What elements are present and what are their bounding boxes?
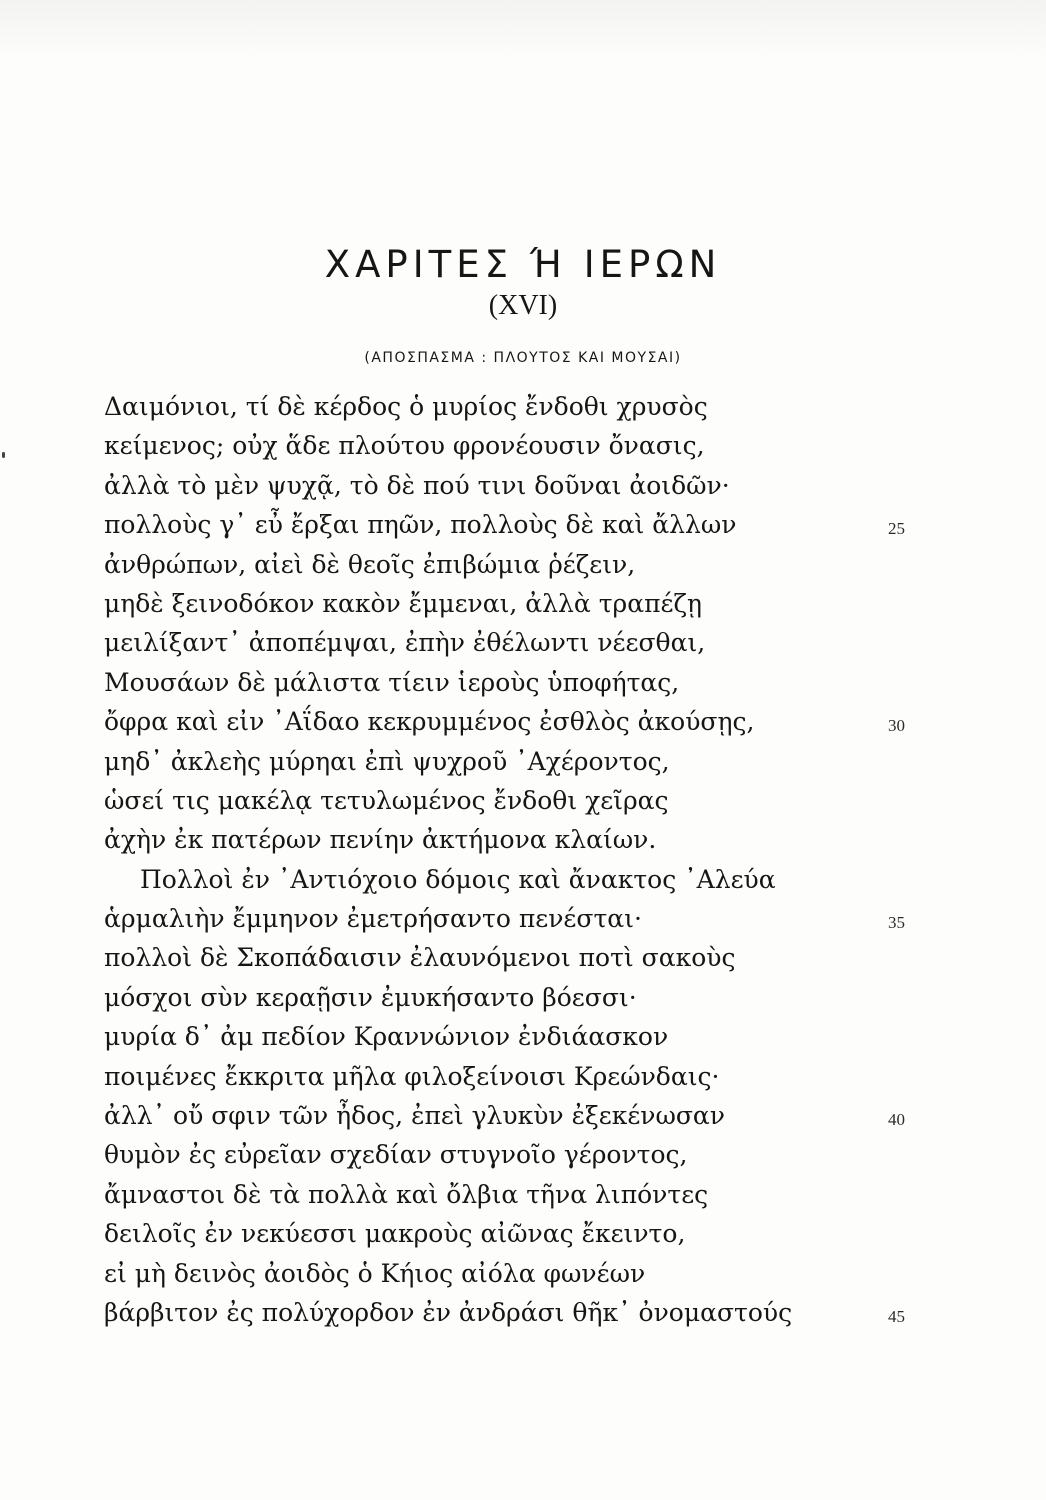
verse-text: Δαιμόνιοι, τί δὲ κέρδος ὁ μυρίος ἔνδοθι χρυσὸς: [104, 392, 708, 421]
verse-text: ποιμένες ἔκκριτα μῆλα φιλοξείνοισι Κρεώνδαις·: [104, 1061, 720, 1091]
verse-line: [104, 584, 924, 623]
verse-text: ἀλλ᾽ οὔ σφιν τῶν ἦδος, ἐπεὶ γλυκὺν ἐξεκένωσαν: [104, 1101, 726, 1131]
verse-text: δειλοῖς ἐν νεκύεσσι μακροὺς αἰῶνας ἔκειντο,: [104, 1219, 686, 1249]
verse-text: Πολλοὶ ἐν ᾿Αντιόχοιο δόμοις καὶ ἄνακτος ᾿Αλεύα: [140, 864, 776, 894]
verse-text: ἁρμαλιὴν ἔμμηνον ἐμετρήσαντο πενέσται·: [104, 904, 642, 934]
verse-line: [104, 1254, 924, 1293]
verse-line: [104, 387, 924, 426]
verse-text: πολλοὺς γ᾽ εὖ ἔρξαι πηῶν, πολλοὺς δὲ καὶ ἄλλων: [104, 510, 737, 540]
verse-text: ἀχὴν ἐκ πατέρων πενίην ἀκτήμονα κλαίων.: [104, 825, 657, 855]
verse-text: ὡσεί τις μακέλᾳ τετυλωμένος ἔνδοθι χεῖρας: [104, 785, 669, 815]
poem-subtitle: (ΑΠΟΣΠΑΣΜΑ : ΠΛΟΥΤΟΣ ΚΑΙ ΜΟΥΣΑΙ): [364, 350, 682, 366]
verse-text: ἄμναστοι δὲ τὰ πολλὰ καὶ ὄλβια τῆνα λιπόντες: [104, 1179, 709, 1209]
verse-text: μηδ᾽ ἀκλεὴς μύρηαι ἐπὶ ψυχροῦ ᾿Αχέροντος,: [104, 746, 670, 776]
verse-line: [104, 860, 924, 899]
verse-line: [104, 820, 924, 859]
verse-text: εἰ μὴ δεινὸς ἀοιδὸς ὁ Κήιος αἰόλα φωνέων: [104, 1258, 646, 1288]
verse-text: μηδὲ ξεινοδόκον κακὸν ἔμμεναι, ἀλλὰ τραπέζῃ: [104, 588, 703, 618]
verse-text: κείμενος; οὐχ ἅδε πλούτου φρονέουσιν ὄνασις,: [104, 431, 705, 461]
verse-text: μόσχοι σὺν κεραῇσιν ἐμυκήσαντο βόεσσι·: [104, 982, 637, 1012]
verse-text: μυρία δ᾽ ἀμ πεδίον Κραννώνιον ἐνδιάασκον: [104, 1022, 669, 1052]
verse-line: [104, 742, 924, 781]
verse-line: [104, 466, 924, 505]
line-number: 40: [888, 1110, 905, 1130]
verse-line: [104, 1096, 924, 1135]
verse-line: [104, 702, 924, 741]
verse-block: [104, 387, 924, 1332]
verse-line: [104, 1017, 924, 1056]
poem-number: (XVI): [488, 290, 558, 321]
verse-text: ἀνθρώπων, αἰεὶ δὲ θεοῖς ἐπιβώμια ῥέζειν,: [104, 549, 636, 579]
page-top-shadow: [0, 0, 1046, 60]
verse-text: ἀλλὰ τὸ μὲν ψυχᾷ, τὸ δὲ πού τινι δοῦναι ἀοιδῶν·: [104, 470, 730, 500]
poem-title: ΧΑΡΙΤΕΣ Ή ΙΕΡΩΝ: [324, 242, 722, 286]
verse-line: [104, 1175, 924, 1214]
verse-line: [104, 1135, 924, 1174]
verse-line: [104, 505, 924, 544]
verse-line: [104, 1057, 924, 1096]
verse-line: [104, 663, 924, 702]
line-number: 45: [888, 1306, 905, 1326]
verse-line: [104, 426, 924, 465]
verse-line: [104, 623, 924, 662]
verse-text: θυμὸν ἐς εὐρεῖαν σχεδίαν στυγνοῖο γέροντος,: [104, 1140, 688, 1170]
verse-text: μειλίξαντ᾽ ἀποπέμψαι, ἐπὴν ἐθέλωντι νέεσθαι,: [104, 628, 706, 658]
verse-text: Μουσάων δὲ μάλιστα τίειν ἱεροὺς ὑποφήτας,: [104, 667, 680, 697]
line-number: 35: [888, 913, 905, 933]
verse-line: [104, 978, 924, 1017]
verse-line: [104, 1293, 924, 1332]
verse-text: βάρβιτον ἐς πολύχορδον ἐν ἀνδράσι θῆκ᾽ ὀνομαστούς: [104, 1297, 793, 1327]
margin-ink-mark: [2, 452, 5, 458]
verse-line: [104, 899, 924, 938]
verse-text: ὄφρα καὶ εἰν ᾿Αΐδαο κεκρυμμένος ἐσθλὸς ἀκούσῃς,: [104, 707, 755, 737]
verse-line: [104, 545, 924, 584]
verse-line: [104, 938, 924, 977]
verse-line: [104, 781, 924, 820]
verse-line: [104, 1214, 924, 1253]
verse-text: πολλοὶ δὲ Σκοπάδαισιν ἐλαυνόμενοι ποτὶ σακοὺς: [104, 943, 736, 973]
line-number: 25: [888, 519, 905, 539]
line-number: 30: [888, 716, 905, 736]
